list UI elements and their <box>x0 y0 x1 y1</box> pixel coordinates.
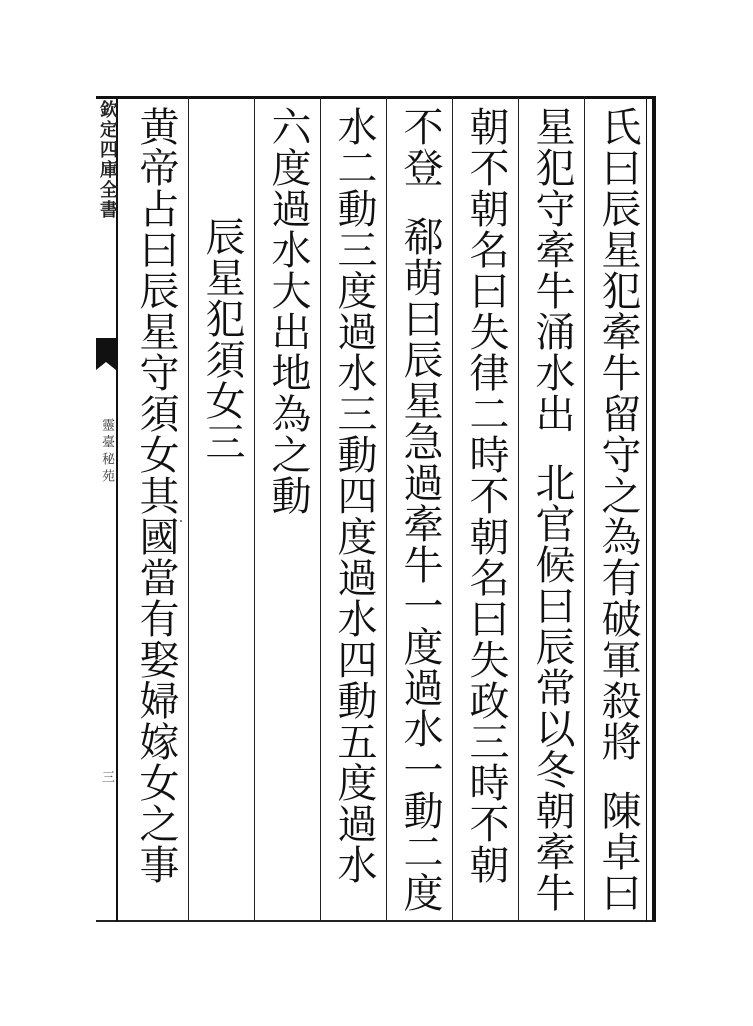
text-column-4 <box>394 106 446 916</box>
text-column-3 <box>460 106 512 916</box>
text-column-2 <box>526 106 578 916</box>
fishtail-mark <box>96 338 116 362</box>
text-column-6 <box>262 106 314 916</box>
column-text: 氏曰辰星犯牽牛留守之為有破軍殺將 <box>595 106 641 762</box>
frame-inner-line <box>646 96 647 922</box>
side-margin-title: 欽定四庫全書 <box>97 100 118 220</box>
column-divider <box>320 96 321 922</box>
text-column-1 <box>592 106 644 916</box>
ink-speck <box>180 520 182 522</box>
column-text: 水二動三度過水三動四度過水四動五度過水 <box>331 106 377 885</box>
column-text: 郗萌曰辰星急過牽牛一度過水一動二度 <box>397 216 443 913</box>
text-column-5 <box>328 106 380 916</box>
column-text: 朝不朝名曰失律二時不朝名曰失政三時不朝 <box>463 106 509 885</box>
column-divider <box>584 96 585 922</box>
column-divider <box>452 96 453 922</box>
column-text: 六度過水大出地為之動 <box>265 106 311 516</box>
column-divider <box>518 96 519 922</box>
column-divider <box>188 96 189 922</box>
column-divider <box>254 96 255 922</box>
column-text: 星犯守牽牛涌水出 <box>529 106 575 434</box>
column-text: 黄帝占曰辰星守須女其國當有娶婦嫁女之事 <box>133 106 179 885</box>
column-divider <box>386 96 387 922</box>
section-heading: 辰星犯須女三 <box>199 216 245 462</box>
column-text: 陳卓曰 <box>595 790 641 913</box>
text-column-7-heading <box>196 216 248 1026</box>
column-text: 不登 <box>397 106 443 188</box>
text-column-8 <box>130 106 182 916</box>
side-margin-page-number: 三 <box>99 770 114 783</box>
side-margin-book-name: 靈臺秘苑 <box>99 418 114 486</box>
column-text: 北官候曰辰常以冬朝牽牛 <box>529 462 575 913</box>
